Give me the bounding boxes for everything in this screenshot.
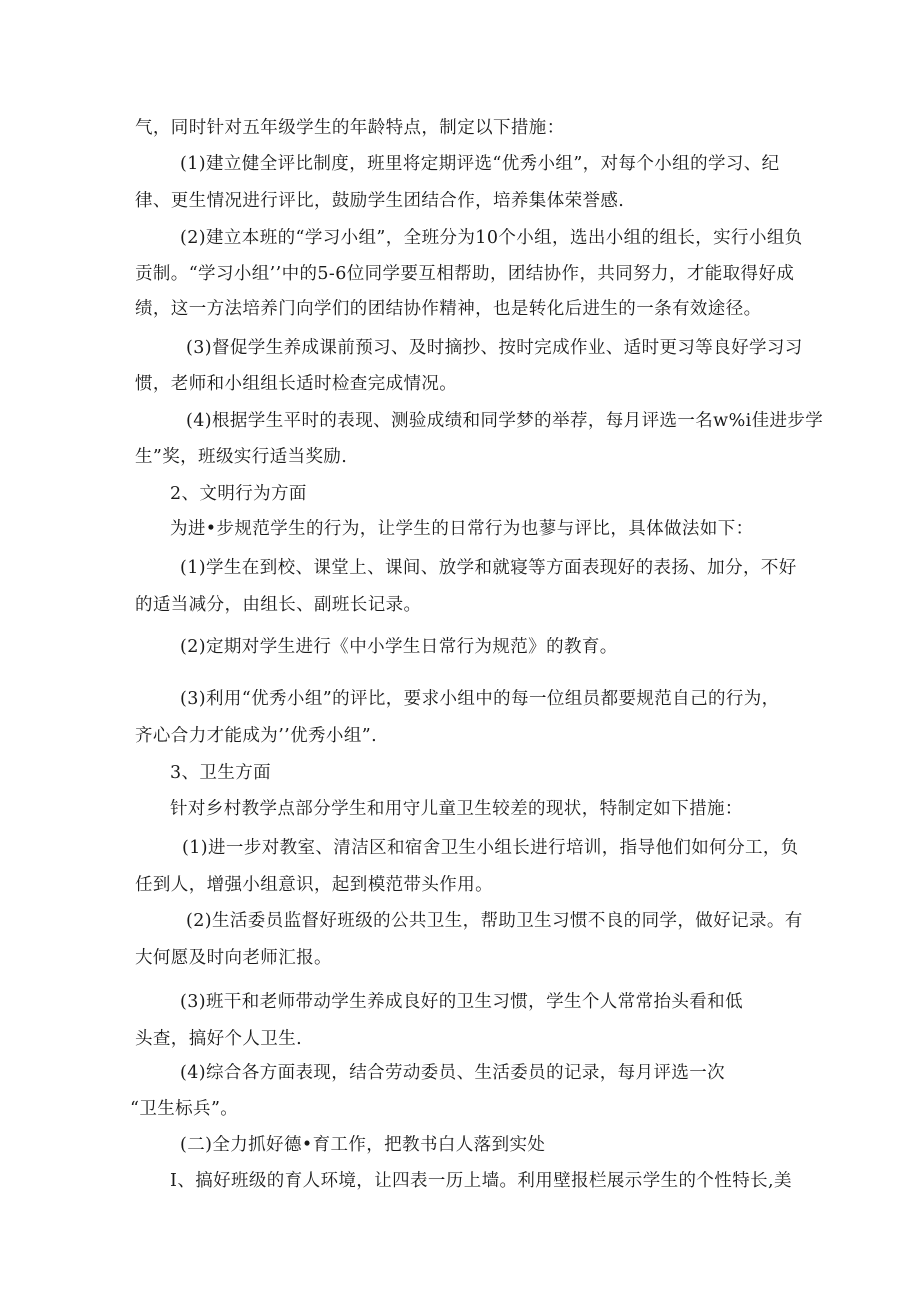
text-line: (3)班干和老师带动学生养成良好的卫生习惯，学生个人常常抬头看和低: [180, 992, 743, 1012]
text-line: (2)建立本班的“学习小组”，全班分为10个小组，选出小组的组长，实行小组负: [180, 228, 803, 248]
section-heading: (二)全力抓好德•育工作，把教书白人落到实处: [180, 1135, 546, 1155]
text-line: 为进•步规范学生的行为，让学生的日常行为也蓼与评比，具体做法如下：: [170, 519, 754, 539]
section-heading: 2、文明行为方面: [170, 484, 307, 504]
text-line: 头查，搞好个人卫生.: [135, 1029, 303, 1049]
text-line: (2)定期对学生进行《中小学生日常行为规范》的教育。: [180, 637, 618, 657]
text-line: 气，同时针对五年级学生的年龄特点，制定以下措施：: [135, 118, 565, 138]
text-line: (4)根据学生平时的表现、测验成绩和同学梦的举荐，每月评选一名w%i佳进步学: [186, 411, 824, 431]
text-line: (1)进一步对教室、清洁区和宿舍卫生小组长进行培训，指导他们如何分工，负: [182, 838, 799, 858]
text-line: (3)督促学生养成课前预习、及时摘抄、按时完成作业、适时更习等良好学习习: [186, 338, 803, 358]
text-line: 生”奖，班级实行适当奖励.: [135, 447, 348, 467]
text-line: 惯，老师和小组组长适时检查完成情况。: [135, 374, 458, 394]
text-line: 绩，这一方法培养门向学们的团结协作精神，也是转化后进生的一条有效途径。: [135, 299, 762, 319]
text-line: (4)综合各方面表现，结合劳动委员、生活委员的记录，每月评选一次: [180, 1063, 726, 1083]
section-heading: 3、卫生方面: [170, 763, 272, 783]
text-line: I、搞好班级的育人环境，让四表一历上墙。利用壁报栏展示学生的个性特长,美: [170, 1171, 792, 1191]
text-line: 大何愿及时向老师汇报。: [135, 948, 332, 968]
text-line: (1)建立健全评比制度，班里将定期评选“优秀小组”，对每个小组的学习、纪: [180, 154, 780, 174]
text-line: 的适当减分，由组长、副班长记录。: [135, 595, 422, 615]
text-line: 贡制。“学习小组’’中的5-6位同学要互相帮助，团结协作，共同努力，才能取得好成: [135, 264, 795, 284]
text-line: (3)利用“优秀小组”的评比，要求小组中的每一位组员都要规范自己的行为，: [180, 689, 780, 709]
text-line: (2)生活委员监督好班级的公共卫生，帮助卫生习惯不良的同学，做好记录。有: [186, 911, 803, 931]
text-line: “卫生标兵”。: [130, 1099, 239, 1119]
text-line: 任到人，增强小组意识，起到模范带头作用。: [135, 875, 493, 895]
text-line: 齐心合力才能成为’’优秀小组”.: [135, 726, 378, 746]
text-line: 律、更生情况进行评比，鼓励学生团结合作，培养集体荣誉感.: [135, 191, 625, 211]
text-line: 针对乡村教学点部分学生和用守儿童卫生较差的现状，特制定如下措施：: [170, 799, 743, 819]
text-line: (1)学生在到校、课堂上、课间、放学和就寝等方面表现好的表扬、加分，不好: [180, 558, 797, 578]
